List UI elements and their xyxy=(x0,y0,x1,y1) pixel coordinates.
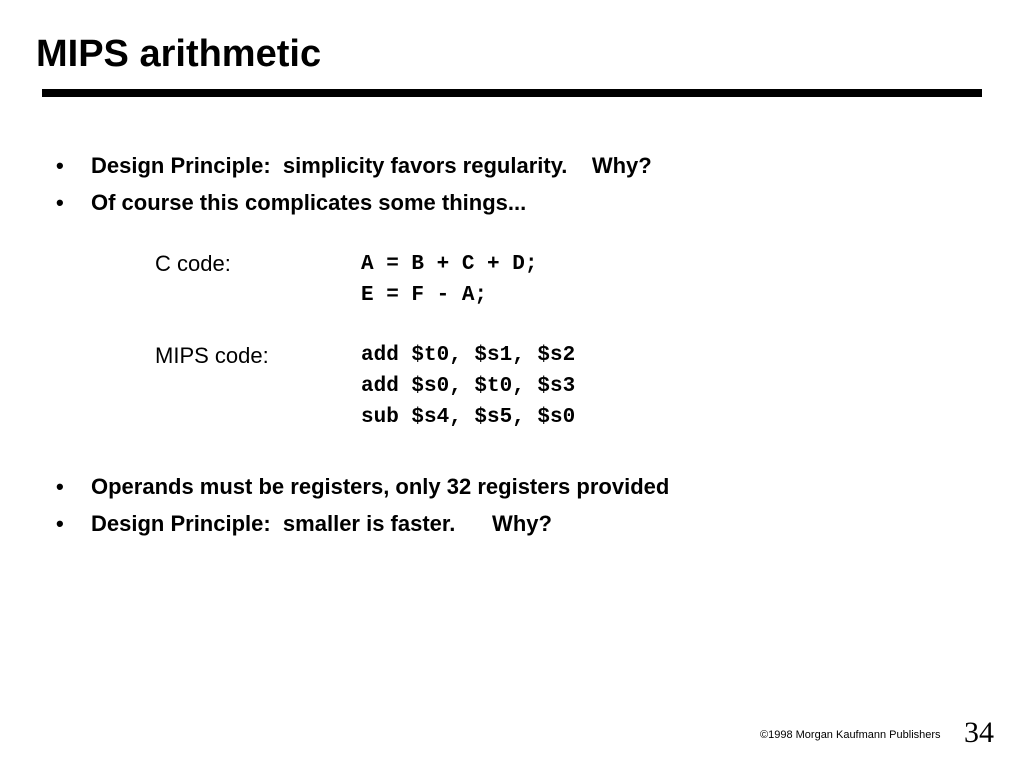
bullet-text: Design Principle: smaller is faster. Why? xyxy=(91,511,552,536)
mips-code-label: MIPS code: xyxy=(155,343,269,368)
title-divider xyxy=(42,89,982,97)
c-code-label: C code: xyxy=(155,251,231,276)
bullet-text: Of course this complicates some things... xyxy=(91,190,527,215)
copyright-footer: ©1998 Morgan Kaufmann Publishers xyxy=(760,729,941,741)
bullet-text: Design Principle: simplicity favors regularity. Why? xyxy=(91,153,652,178)
mips-code-line: add $t0, $s1, $s2 xyxy=(361,344,576,367)
slide-title: MIPS arithmetic xyxy=(36,33,322,75)
page-number: 34 xyxy=(964,716,994,749)
c-code-line: A = B + C + D; xyxy=(361,253,538,276)
bullet-marker: • xyxy=(56,153,64,178)
mips-code-line: sub $s4, $s5, $s0 xyxy=(361,406,576,429)
bullet-text: Operands must be registers, only 32 registers provided xyxy=(91,474,670,499)
bullet-marker: • xyxy=(56,190,64,215)
c-code-line: E = F - A; xyxy=(361,284,488,307)
bullet-marker: • xyxy=(56,511,64,536)
mips-code-line: add $s0, $t0, $s3 xyxy=(361,375,576,398)
bullet-marker: • xyxy=(56,474,64,499)
